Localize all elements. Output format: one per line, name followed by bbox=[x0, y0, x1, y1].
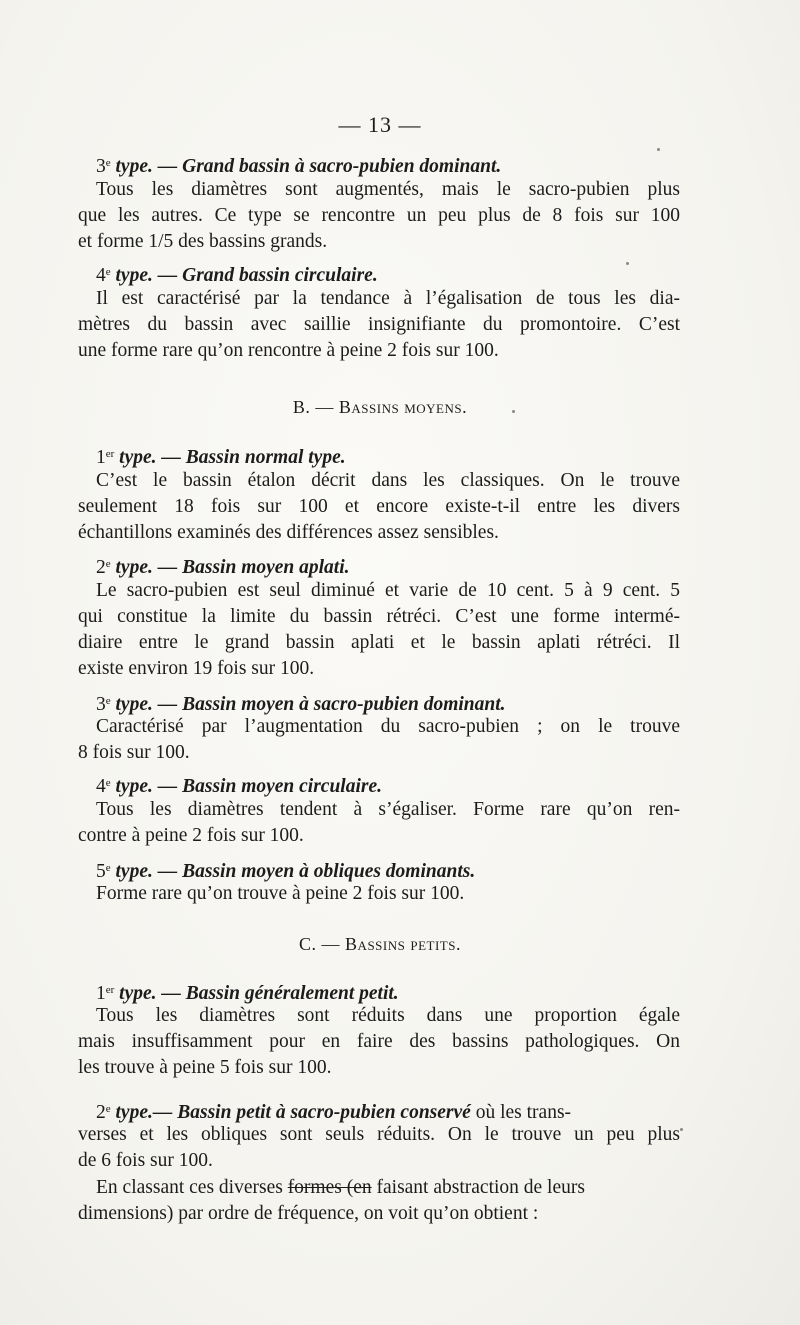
c1-body-line-1: Tous les diamètres sont réduits dans une proportion égale bbox=[96, 1005, 680, 1026]
heading-tail: où les trans- bbox=[470, 1102, 572, 1123]
heading-text: type. — Bassin moyen circulaire. bbox=[115, 776, 383, 797]
scan-speck bbox=[657, 148, 660, 151]
heading-text: type. — Bassin moyen à obliques dominants. bbox=[115, 861, 476, 882]
b1-body-line-1: C’est le bassin étalon décrit dans les classiques. On le trouve bbox=[96, 470, 680, 491]
heading-number: 2e bbox=[96, 1102, 111, 1123]
heading-text: type. — Bassin moyen à sacro-pubien dominant. bbox=[115, 694, 506, 715]
type3-body-line-1: Tous les diamètres sont augmentés, mais le sacro-pubien plus bbox=[96, 179, 680, 200]
heading-number: 3e bbox=[96, 156, 111, 177]
c1-body-line-2: mais insuffisamment pour en faire des bassins pathologiques. On bbox=[78, 1031, 680, 1052]
b2-body-line-3: diaire entre le grand bassin aplati et le bassin aplati rétréci. Il bbox=[78, 632, 680, 653]
heading-number: 1er bbox=[96, 983, 115, 1004]
c2-body-line-1: verses et les obliques sont seuls réduits. On le trouve un peu plus bbox=[78, 1124, 680, 1145]
b4-body-line-2: contre à peine 2 fois sur 100. bbox=[78, 825, 304, 846]
b4-heading bbox=[96, 770, 680, 800]
page-number: — 13 — bbox=[338, 112, 422, 137]
b1-body-line-3: échantillons examinés des différences assez sensibles. bbox=[78, 522, 499, 543]
heading-text: type. — Grand bassin à sacro-pubien dominant. bbox=[115, 156, 502, 177]
heading-number: 1er bbox=[96, 447, 115, 468]
struck-text: formes (en bbox=[287, 1177, 372, 1198]
type4-body-line-3: une forme rare qu’on rencontre à peine 2 fois sur 100. bbox=[78, 340, 499, 361]
heading-text: type. — Grand bassin circulaire. bbox=[115, 265, 378, 286]
heading-number: 4e bbox=[96, 265, 111, 286]
type3-body-line-3: et forme 1/5 des bassins grands. bbox=[78, 231, 328, 252]
type4-body-line-2: mètres du bassin avec saillie insignifiante du promontoire. C’est bbox=[78, 314, 680, 335]
scan-speck bbox=[512, 410, 515, 413]
b5-body-line-1: Forme rare qu’on trouve à peine 2 fois sur 100. bbox=[96, 883, 465, 904]
b2-body-line-4: existe environ 19 fois sur 100. bbox=[78, 658, 315, 679]
heading-number: 2e bbox=[96, 557, 111, 578]
c2-body-line-2: de 6 fois sur 100. bbox=[78, 1150, 213, 1171]
type3-body-line-2: que les autres. Ce type se rencontre un peu plus de 8 fois sur 100 bbox=[78, 205, 680, 226]
scan-speck bbox=[680, 1128, 683, 1131]
heading-text: type. — Bassin normal type. bbox=[119, 447, 346, 468]
b3-body-line-2: 8 fois sur 100. bbox=[78, 742, 190, 763]
b1-heading bbox=[96, 441, 680, 471]
heading-text: type. — Bassin généralement petit. bbox=[119, 983, 399, 1004]
b2-body-line-1: Le sacro-pubien est seul diminué et varie de 10 cent. 5 à 9 cent. 5 bbox=[96, 580, 680, 601]
b4-body-line-1: Tous les diamètres tendent à s’égaliser. Forme rare qu’on ren- bbox=[96, 799, 680, 820]
b2-heading bbox=[96, 551, 680, 581]
type3-heading bbox=[96, 150, 680, 180]
heading-number: 4e bbox=[96, 776, 111, 797]
heading-number: 3e bbox=[96, 694, 111, 715]
type4-heading bbox=[96, 259, 680, 289]
type4-body-line-1: Il est caractérisé par la tendance à l’égalisation de tous les dia- bbox=[96, 288, 680, 309]
scan-speck bbox=[626, 262, 629, 265]
final-para-line-2: dimensions) par ordre de fréquence, on voit qu’on obtient : bbox=[78, 1203, 539, 1224]
heading-text: type. — Bassin moyen aplati. bbox=[115, 557, 350, 578]
final-para-line-1: En classant ces diverses formes (en faisant abstraction de leurs bbox=[96, 1177, 585, 1198]
c1-body-line-3: les trouve à peine 5 fois sur 100. bbox=[78, 1057, 332, 1078]
b3-body-line-1: Caractérisé par l’augmentation du sacro-pubien ; on le trouve bbox=[96, 716, 680, 737]
heading-number: 5e bbox=[96, 861, 111, 882]
heading-text: type.— Bassin petit à sacro-pubien conservé bbox=[115, 1102, 471, 1123]
section-b-heading: B. — Bassins moyens. bbox=[292, 397, 468, 417]
b2-body-line-2: qui constitue la limite du bassin rétréci. C’est une forme intermé- bbox=[78, 606, 680, 627]
b1-body-line-2: seulement 18 fois sur 100 et encore existe-t-il entre les divers bbox=[78, 496, 680, 517]
section-c-heading: C. — Bassins petits. bbox=[299, 934, 461, 954]
